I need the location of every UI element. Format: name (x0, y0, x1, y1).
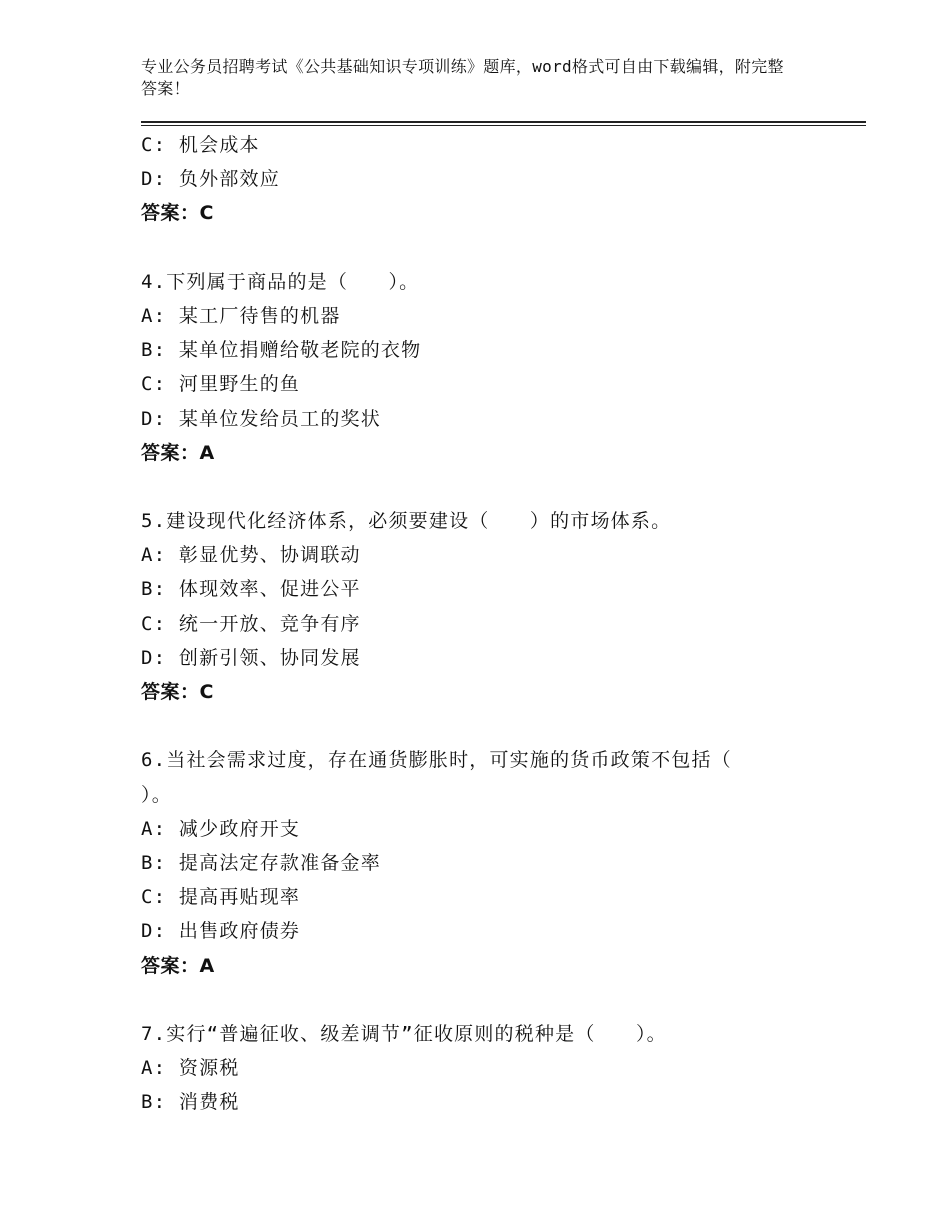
spacer (141, 470, 781, 504)
option-a: A: 彰显优势、协调联动 (141, 544, 361, 567)
header-divider-thick (141, 121, 866, 123)
question-list (141, 128, 781, 1119)
question-stem-line-2: ）。 (141, 783, 172, 806)
answer-line: 答案：A (141, 954, 215, 977)
option-c: C: 提高再贴现率 (141, 886, 301, 909)
question-stem: 7.实行“普遍征收、级差调节”征收原则的税种是（ ）。 (141, 1022, 667, 1045)
option-d: D: 负外部效应 (141, 168, 280, 191)
option-c: C: 统一开放、竞争有序 (141, 612, 361, 635)
header-divider-thin (141, 125, 866, 126)
page-header: 专业公务员招聘考试《公共基础知识专项训练》题库，word格式可自由下载编辑，附完整答案！ (141, 57, 784, 98)
spacer (141, 983, 781, 1017)
option-b: B: 提高法定存款准备金率 (141, 851, 381, 874)
option-d: D: 出售政府债券 (141, 920, 301, 943)
option-c: C: 河里野生的鱼 (141, 373, 301, 396)
option-b: B: 消费税 (141, 1091, 240, 1114)
option-a: A: 减少政府开支 (141, 817, 301, 840)
spacer (141, 231, 781, 265)
spacer (141, 709, 781, 743)
answer-line: 答案：A (141, 441, 215, 464)
answer-line: 答案：C (141, 681, 214, 703)
question-stem-line-1: 6.当社会需求过度，存在通货膨胀时，可实施的货币政策不包括（ (141, 749, 732, 772)
option-a: A: 某工厂待售的机器 (141, 304, 341, 327)
option-a: A: 资源税 (141, 1057, 240, 1080)
question-stem: 4.下列属于商品的是（ ）。 (141, 270, 420, 293)
answer-line: 答案：C (141, 202, 214, 225)
question-stem: 5.建设现代化经济体系，必须要建设（ ）的市场体系。 (141, 510, 672, 533)
option-d: D: 某单位发给员工的奖状 (141, 407, 381, 430)
option-c: C: 机会成本 (141, 134, 260, 156)
option-b: B: 某单位捐赠给敬老院的衣物 (141, 339, 422, 362)
option-b: B: 体现效率、促进公平 (141, 578, 361, 601)
option-d: D: 创新引领、协同发展 (141, 646, 361, 669)
